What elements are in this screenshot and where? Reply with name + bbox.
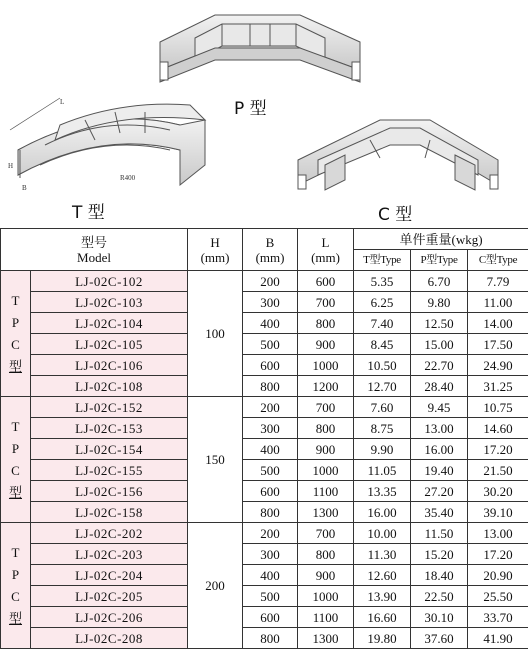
l-header bbox=[298, 229, 354, 271]
l-header-unit: (mm) bbox=[298, 250, 353, 265]
model-cell: LJ-02C-154 bbox=[31, 439, 188, 460]
t-weight-cell: 7.60 bbox=[354, 397, 411, 418]
group-type-char: P bbox=[1, 438, 30, 460]
c-weight-cell: 14.60 bbox=[468, 418, 528, 439]
svg-text:R400: R400 bbox=[120, 174, 136, 182]
b-header-label: B bbox=[243, 235, 297, 250]
t-weight-cell: 16.00 bbox=[354, 502, 411, 523]
t-weight-cell: 13.35 bbox=[354, 481, 411, 502]
t-weight-cell: 8.75 bbox=[354, 418, 411, 439]
t-weight-cell: 19.80 bbox=[354, 628, 411, 649]
c-weight-cell: 20.90 bbox=[468, 565, 528, 586]
table-row bbox=[1, 418, 528, 439]
table-row bbox=[1, 292, 528, 313]
weight-header: 单件重量(wkg) bbox=[354, 229, 528, 250]
t-weight-cell: 8.45 bbox=[354, 334, 411, 355]
c-weight-cell: 11.00 bbox=[468, 292, 528, 313]
b-value-cell: 800 bbox=[243, 376, 298, 397]
header-row-1 bbox=[1, 229, 528, 250]
b-value-cell: 600 bbox=[243, 481, 298, 502]
t-weight-cell: 10.50 bbox=[354, 355, 411, 376]
table-row bbox=[1, 544, 528, 565]
t-weight-cell: 6.25 bbox=[354, 292, 411, 313]
t-weight-cell: 16.60 bbox=[354, 607, 411, 628]
b-header-unit: (mm) bbox=[243, 250, 297, 265]
t-weight-cell: 11.30 bbox=[354, 544, 411, 565]
h-header-unit: (mm) bbox=[188, 250, 242, 265]
model-cell: LJ-02C-108 bbox=[31, 376, 188, 397]
t-type-label: T 型 bbox=[72, 198, 105, 223]
c-weight-cell: 39.10 bbox=[468, 502, 528, 523]
c-weight-cell: 17.20 bbox=[468, 544, 528, 565]
t-weight-cell: 9.90 bbox=[354, 439, 411, 460]
l-value-cell: 900 bbox=[298, 334, 354, 355]
table-row bbox=[1, 565, 528, 586]
group-type-label bbox=[1, 397, 31, 523]
model-header-cn: 型号 bbox=[1, 235, 187, 250]
t-weight-cell: 7.40 bbox=[354, 313, 411, 334]
b-value-cell: 400 bbox=[243, 439, 298, 460]
l-value-cell: 1000 bbox=[298, 586, 354, 607]
table-row bbox=[1, 313, 528, 334]
p-weight-cell: 28.40 bbox=[411, 376, 468, 397]
c-weight-cell: 17.50 bbox=[468, 334, 528, 355]
product-illustration bbox=[0, 0, 528, 228]
table-row bbox=[1, 460, 528, 481]
table-row bbox=[1, 397, 528, 418]
l-value-cell: 800 bbox=[298, 544, 354, 565]
svg-text:H: H bbox=[8, 162, 13, 170]
p-weight-cell: 6.70 bbox=[411, 271, 468, 292]
table-row bbox=[1, 628, 528, 649]
table-body bbox=[1, 271, 528, 649]
t-weight-cell: 5.35 bbox=[354, 271, 411, 292]
model-cell: LJ-02C-106 bbox=[31, 355, 188, 376]
l-value-cell: 700 bbox=[298, 397, 354, 418]
l-value-cell: 1300 bbox=[298, 502, 354, 523]
group-type-label bbox=[1, 271, 31, 397]
l-value-cell: 900 bbox=[298, 439, 354, 460]
c-weight-cell: 7.79 bbox=[468, 271, 528, 292]
p-weight-cell: 22.70 bbox=[411, 355, 468, 376]
h-value-cell: 150 bbox=[188, 397, 243, 523]
b-value-cell: 200 bbox=[243, 523, 298, 544]
model-cell: LJ-02C-156 bbox=[31, 481, 188, 502]
c-weight-cell: 24.90 bbox=[468, 355, 528, 376]
b-value-cell: 800 bbox=[243, 628, 298, 649]
model-cell: LJ-02C-155 bbox=[31, 460, 188, 481]
l-value-cell: 800 bbox=[298, 418, 354, 439]
t-weight-cell: 11.05 bbox=[354, 460, 411, 481]
t-weight-cell: 12.70 bbox=[354, 376, 411, 397]
table-row bbox=[1, 502, 528, 523]
model-cell: LJ-02C-204 bbox=[31, 565, 188, 586]
table-row bbox=[1, 271, 528, 292]
l-value-cell: 1000 bbox=[298, 355, 354, 376]
p-weight-cell: 9.80 bbox=[411, 292, 468, 313]
h-value-cell: 100 bbox=[188, 271, 243, 397]
t-weight-cell: 10.00 bbox=[354, 523, 411, 544]
group-type-char: 型 bbox=[1, 356, 30, 378]
p-weight-cell: 12.50 bbox=[411, 313, 468, 334]
group-type-char: T bbox=[1, 290, 30, 312]
l-header-label: L bbox=[298, 235, 353, 250]
model-cell: LJ-02C-158 bbox=[31, 502, 188, 523]
group-type-char: P bbox=[1, 564, 30, 586]
b-value-cell: 300 bbox=[243, 292, 298, 313]
model-cell: LJ-02C-103 bbox=[31, 292, 188, 313]
h-header bbox=[188, 229, 243, 271]
group-type-char: C bbox=[1, 334, 30, 356]
p-type-weight-header: P型Type bbox=[411, 250, 468, 271]
h-header-label: H bbox=[188, 235, 242, 250]
b-value-cell: 800 bbox=[243, 502, 298, 523]
l-value-cell: 900 bbox=[298, 565, 354, 586]
p-weight-cell: 22.50 bbox=[411, 586, 468, 607]
l-value-cell: 800 bbox=[298, 313, 354, 334]
table-row bbox=[1, 355, 528, 376]
c-weight-cell: 10.75 bbox=[468, 397, 528, 418]
model-cell: LJ-02C-205 bbox=[31, 586, 188, 607]
p-weight-cell: 19.40 bbox=[411, 460, 468, 481]
table-row bbox=[1, 334, 528, 355]
c-weight-cell: 41.90 bbox=[468, 628, 528, 649]
c-weight-cell: 14.00 bbox=[468, 313, 528, 334]
table-row bbox=[1, 481, 528, 502]
b-value-cell: 400 bbox=[243, 565, 298, 586]
b-value-cell: 300 bbox=[243, 418, 298, 439]
specification-table bbox=[0, 228, 528, 649]
table-row bbox=[1, 439, 528, 460]
c-weight-cell: 25.50 bbox=[468, 586, 528, 607]
group-type-char: C bbox=[1, 460, 30, 482]
c-weight-cell: 33.70 bbox=[468, 607, 528, 628]
model-cell: LJ-02C-152 bbox=[31, 397, 188, 418]
l-value-cell: 600 bbox=[298, 271, 354, 292]
c-type-label: C 型 bbox=[378, 200, 412, 225]
l-value-cell: 700 bbox=[298, 292, 354, 313]
group-type-char: P bbox=[1, 312, 30, 334]
p-type-tray-drawing bbox=[160, 15, 360, 82]
b-value-cell: 400 bbox=[243, 313, 298, 334]
c-type-weight-header: C型Type bbox=[468, 250, 528, 271]
b-value-cell: 500 bbox=[243, 460, 298, 481]
l-value-cell: 700 bbox=[298, 523, 354, 544]
p-weight-cell: 15.00 bbox=[411, 334, 468, 355]
h-value-cell: 200 bbox=[188, 523, 243, 649]
l-value-cell: 1300 bbox=[298, 628, 354, 649]
p-type-label: P 型 bbox=[234, 94, 267, 119]
b-value-cell: 300 bbox=[243, 544, 298, 565]
b-value-cell: 200 bbox=[243, 271, 298, 292]
group-type-char: 型 bbox=[1, 482, 30, 504]
b-value-cell: 500 bbox=[243, 586, 298, 607]
c-weight-cell: 13.00 bbox=[468, 523, 528, 544]
table-row bbox=[1, 523, 528, 544]
c-weight-cell: 17.20 bbox=[468, 439, 528, 460]
l-value-cell: 1100 bbox=[298, 481, 354, 502]
model-cell: LJ-02C-202 bbox=[31, 523, 188, 544]
model-cell: LJ-02C-206 bbox=[31, 607, 188, 628]
model-cell: LJ-02C-105 bbox=[31, 334, 188, 355]
model-cell: LJ-02C-203 bbox=[31, 544, 188, 565]
model-cell: LJ-02C-104 bbox=[31, 313, 188, 334]
p-weight-cell: 18.40 bbox=[411, 565, 468, 586]
c-weight-cell: 31.25 bbox=[468, 376, 528, 397]
c-weight-cell: 21.50 bbox=[468, 460, 528, 481]
c-type-tray-drawing bbox=[298, 120, 498, 190]
p-weight-cell: 9.45 bbox=[411, 397, 468, 418]
p-weight-cell: 30.10 bbox=[411, 607, 468, 628]
group-type-char: 型 bbox=[1, 608, 30, 630]
model-cell: LJ-02C-102 bbox=[31, 271, 188, 292]
model-cell: LJ-02C-153 bbox=[31, 418, 188, 439]
b-value-cell: 600 bbox=[243, 355, 298, 376]
model-cell: LJ-02C-208 bbox=[31, 628, 188, 649]
t-weight-cell: 13.90 bbox=[354, 586, 411, 607]
group-type-label bbox=[1, 523, 31, 649]
model-header-en: Model bbox=[1, 250, 187, 265]
b-value-cell: 500 bbox=[243, 334, 298, 355]
p-weight-cell: 11.50 bbox=[411, 523, 468, 544]
table-row bbox=[1, 607, 528, 628]
l-value-cell: 1000 bbox=[298, 460, 354, 481]
p-weight-cell: 35.40 bbox=[411, 502, 468, 523]
c-weight-cell: 30.20 bbox=[468, 481, 528, 502]
p-weight-cell: 13.00 bbox=[411, 418, 468, 439]
t-type-tray-drawing bbox=[8, 98, 205, 192]
l-value-cell: 1200 bbox=[298, 376, 354, 397]
b-header bbox=[243, 229, 298, 271]
l-value-cell: 1100 bbox=[298, 607, 354, 628]
b-value-cell: 600 bbox=[243, 607, 298, 628]
svg-text:B: B bbox=[22, 184, 27, 192]
p-weight-cell: 15.20 bbox=[411, 544, 468, 565]
model-header bbox=[1, 229, 188, 271]
t-type-weight-header: T型Type bbox=[354, 250, 411, 271]
group-type-char: T bbox=[1, 416, 30, 438]
p-weight-cell: 27.20 bbox=[411, 481, 468, 502]
table-row bbox=[1, 376, 528, 397]
p-weight-cell: 37.60 bbox=[411, 628, 468, 649]
svg-text:L: L bbox=[60, 98, 64, 106]
b-value-cell: 200 bbox=[243, 397, 298, 418]
t-weight-cell: 12.60 bbox=[354, 565, 411, 586]
group-type-char: C bbox=[1, 586, 30, 608]
p-weight-cell: 16.00 bbox=[411, 439, 468, 460]
table-row bbox=[1, 586, 528, 607]
group-type-char: T bbox=[1, 542, 30, 564]
